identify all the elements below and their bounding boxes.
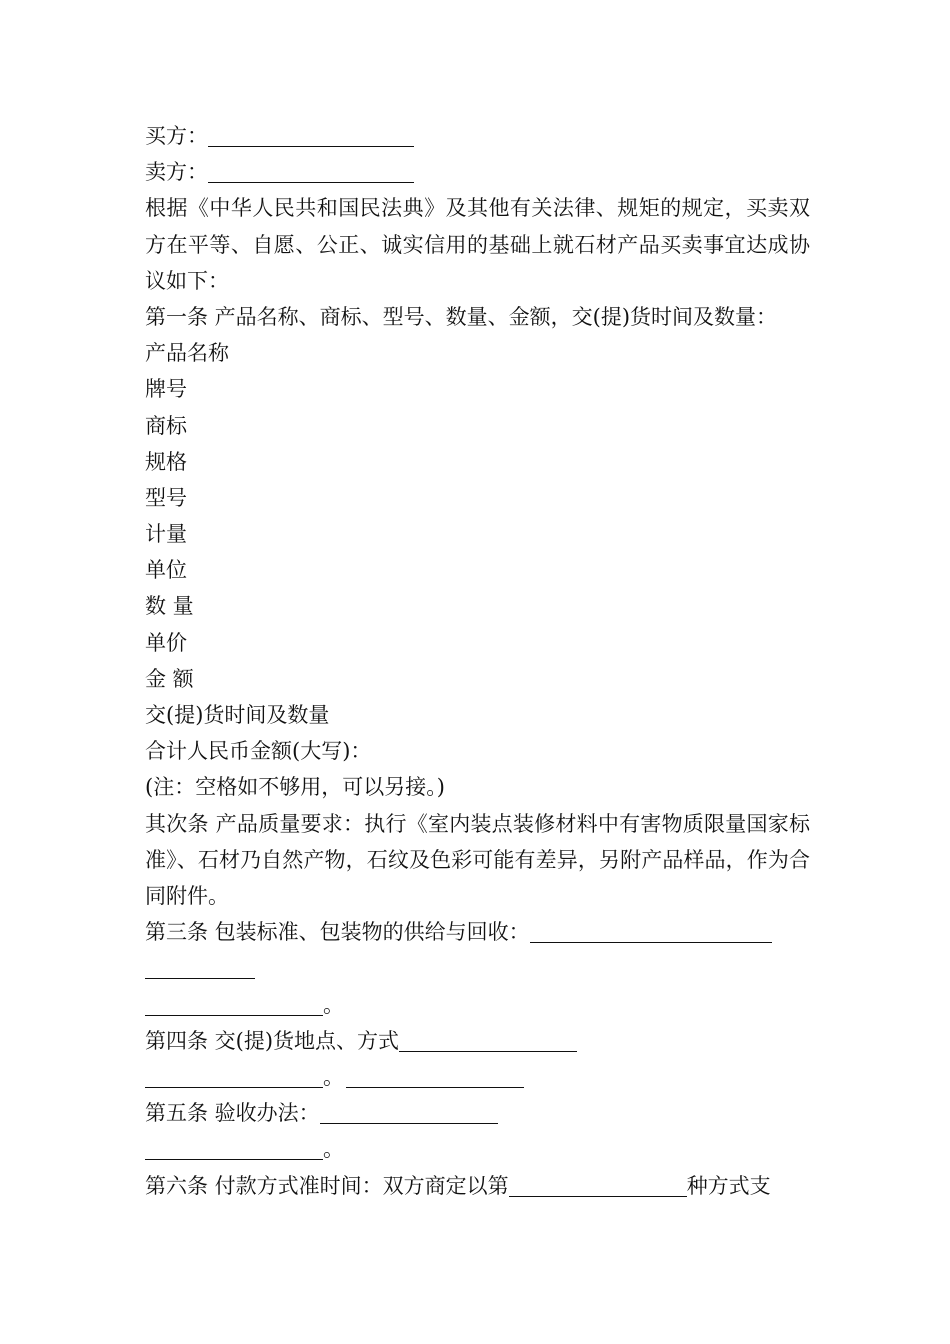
field-measure: 计量 bbox=[145, 522, 187, 547]
field-unit: 单位 bbox=[145, 558, 187, 583]
note-line: (注：空格如不够用，可以另接。) bbox=[145, 775, 445, 800]
article4-blank-2[interactable] bbox=[145, 1065, 323, 1088]
field-unit-price: 单价 bbox=[145, 630, 187, 655]
article3-blank-3[interactable] bbox=[145, 993, 323, 1016]
total-amount-label: 合计人民币金额(大写)： bbox=[145, 739, 372, 764]
field-model: 型号 bbox=[145, 485, 187, 510]
field-delivery-time: 交(提)货时间及数量 bbox=[145, 703, 330, 728]
intro-paragraph: 根据《中华人民共和国民法典》及其他有关法律、规矩的规定，买卖双方在平等、自愿、公正、诚实信用的基础上就石材产品买卖事宜达成协议如下： bbox=[145, 196, 810, 293]
article3-end bbox=[145, 987, 810, 1023]
article4-title: 第四条 交(提)货地点、方式 bbox=[145, 1028, 400, 1053]
field-quantity: 数 量 bbox=[145, 594, 194, 619]
article5-continue bbox=[145, 1131, 810, 1167]
article3-period: 。 bbox=[323, 992, 344, 1017]
article2-paragraph: 其次条 产品质量要求：执行《室内装点装修材料中有害物质限量国家标准》、石材乃自然产物，石纹及色彩可能有差异，另附产品样品，作为合同附件。 bbox=[145, 811, 810, 909]
article3-continue bbox=[145, 950, 810, 986]
article5-period: 。 bbox=[323, 1137, 344, 1162]
article3-title: 第三条 包装标准、包装物的供给与回收： bbox=[145, 920, 530, 945]
field-grade: 牌号 bbox=[145, 377, 187, 402]
contract-body bbox=[145, 118, 810, 1204]
buyer-label: 买方： bbox=[145, 124, 208, 148]
article3-line bbox=[145, 914, 810, 950]
article4-blank-1[interactable] bbox=[399, 1029, 577, 1052]
article1-title: 第一条 产品名称、商标、型号、数量、金额，交(提)货时间及数量： bbox=[145, 304, 778, 329]
article5-blank-1[interactable] bbox=[320, 1101, 498, 1124]
field-specification: 规格 bbox=[145, 449, 187, 474]
article4-period: 。 bbox=[323, 1064, 344, 1089]
article5-title: 第五条 验收办法： bbox=[145, 1101, 320, 1126]
article5-blank-2[interactable] bbox=[145, 1137, 323, 1160]
article6-line bbox=[145, 1168, 810, 1204]
field-product-name: 产品名称 bbox=[145, 341, 229, 366]
buyer-blank[interactable] bbox=[208, 124, 414, 147]
article6-tail: 种方式支 bbox=[686, 1173, 771, 1198]
seller-blank[interactable] bbox=[208, 160, 414, 183]
article4-continue bbox=[145, 1059, 810, 1095]
seller-label: 卖方： bbox=[145, 160, 208, 185]
seller-line bbox=[145, 154, 810, 190]
field-amount: 金 额 bbox=[145, 666, 194, 691]
article4-line bbox=[145, 1023, 810, 1059]
article6-title: 第六条 付款方式准时间：双方商定以第 bbox=[145, 1173, 509, 1198]
article3-blank-1[interactable] bbox=[530, 920, 772, 943]
article6-blank[interactable] bbox=[509, 1174, 687, 1197]
field-trademark: 商标 bbox=[145, 413, 187, 438]
article5-line bbox=[145, 1095, 810, 1131]
article4-blank-3[interactable] bbox=[346, 1065, 524, 1088]
article3-blank-2[interactable] bbox=[145, 956, 255, 979]
buyer-line bbox=[145, 118, 810, 154]
